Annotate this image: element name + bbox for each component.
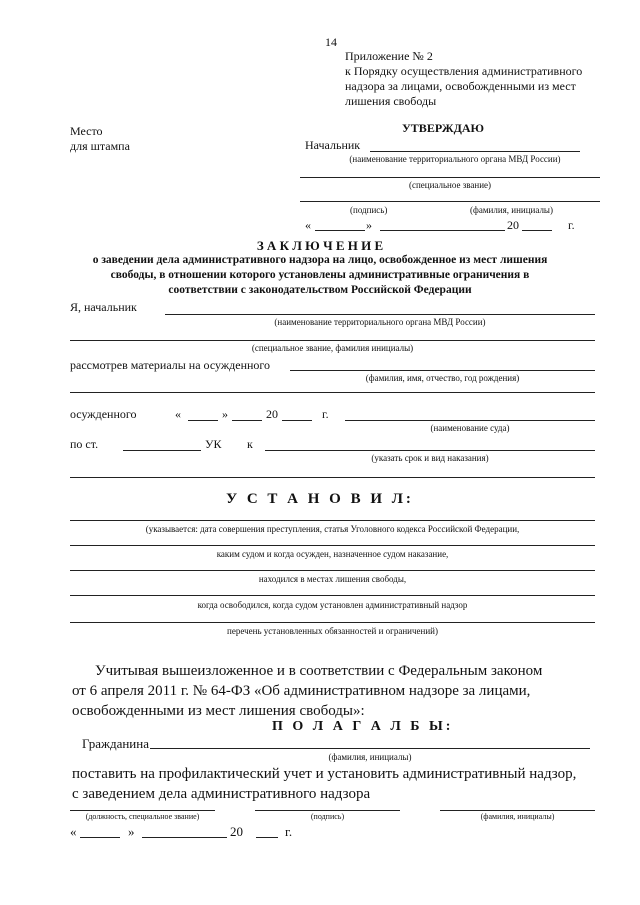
convicted-year: 20 xyxy=(266,407,278,421)
term-line-2[interactable] xyxy=(70,477,595,478)
convicted-year-suffix: г. xyxy=(322,407,329,421)
convicted-month-line[interactable] xyxy=(232,420,262,421)
rank-name-line[interactable] xyxy=(70,340,595,341)
established-line-4[interactable] xyxy=(70,595,595,596)
i-chief-label: Я, начальник xyxy=(70,300,137,314)
established-line-1[interactable] xyxy=(70,520,595,521)
footer-sign-line[interactable] xyxy=(255,810,400,811)
document-title: З А К Л Ю Ч Е Н И Е xyxy=(256,238,384,253)
page-number: 14 xyxy=(325,35,337,49)
convicted-q-close: » xyxy=(222,407,228,421)
reviewed-label: рассмотрев материалы на осужденного xyxy=(70,358,271,372)
title-sub-3: соответствии с законодательством Российской Федерации xyxy=(168,284,472,296)
approve-year-line[interactable] xyxy=(522,230,552,231)
footer-hint-sign: (подпись) xyxy=(310,812,345,821)
stamp-label-1: Место xyxy=(70,124,103,138)
established-line-2[interactable] xyxy=(70,545,595,546)
appendix-line-4: лишения свободы xyxy=(345,94,437,108)
po-st-label: по ст. xyxy=(70,437,99,451)
hint-court: (наименование суда) xyxy=(430,423,510,433)
approve-month-line[interactable] xyxy=(380,230,505,231)
footer-q-close: » xyxy=(128,824,135,839)
title-sub-1: о заведении дела административного надзора на лицо, освобожденное из мест лишения xyxy=(92,254,548,266)
established-hint-2: каким судом и когда осужден, назначенное судом наказание, xyxy=(216,549,449,559)
footer-year-line[interactable] xyxy=(256,837,278,838)
approve-hint-sign: (подпись) xyxy=(350,205,388,215)
approve-hint-rank: (специальное звание) xyxy=(408,180,492,190)
established-title: У С Т А Н О В И Л: xyxy=(226,491,414,507)
established-line-3[interactable] xyxy=(70,570,595,571)
established-hint-3: находился в местах лишения свободы, xyxy=(258,574,407,584)
footer-month-line[interactable] xyxy=(142,837,227,838)
citizen-hint-name: (фамилия, инициалы) xyxy=(328,752,412,762)
org-line[interactable] xyxy=(165,314,595,315)
footer-hint-position: (должность, специальное звание) xyxy=(85,812,200,821)
fio-line-2[interactable] xyxy=(70,392,595,393)
established-hint-4: когда освободился, когда судом установлен административный надзор xyxy=(197,600,468,610)
footer-name-line[interactable] xyxy=(440,810,595,811)
hint-term: (указать срок и вид наказания) xyxy=(371,453,489,463)
approve-year: 20 xyxy=(507,218,519,232)
approve-chief-label: Начальник xyxy=(305,138,361,152)
footer-q-open: « xyxy=(70,824,77,839)
appendix-line-2: к Порядку осуществления административного xyxy=(345,64,583,78)
approve-date-close: » xyxy=(366,218,372,232)
approve-day-line[interactable] xyxy=(315,230,365,231)
appendix-line-3: надзора за лицами, освобожденными из мест xyxy=(345,79,576,93)
hint-fio: (фамилия, имя, отчество, год рождения) xyxy=(365,373,520,383)
established-hint-1: (указывается: дата совершения преступления, статья Уголовного кодекса Российской Федерации, xyxy=(145,524,520,534)
approve-rank-line[interactable] xyxy=(300,201,600,202)
decision-p1: Учитывая вышеизложенное и в соответствии с Федеральным законом xyxy=(95,663,543,679)
footer-position-line[interactable] xyxy=(70,810,215,811)
decision-p2: от 6 апреля 2011 г. № 64-ФЗ «Об административном надзоре за лицами, xyxy=(72,683,531,699)
decision-p5: с заведением дела административного надзора xyxy=(72,786,371,802)
decision-title: П О Л А Г А Л Б Ы: xyxy=(272,719,454,734)
uk-label: УК xyxy=(205,437,222,451)
convicted-q-open: « xyxy=(175,407,181,421)
approve-hint-name: (фамилия, инициалы) xyxy=(470,205,553,215)
convicted-label: осужденного xyxy=(70,407,137,421)
k-label: к xyxy=(247,437,253,451)
established-hint-5: перечень установленных обязанностей и ограничений) xyxy=(227,626,438,636)
decision-p4: поставить на профилактический учет и установить административный надзор, xyxy=(72,766,577,782)
approve-hint-org: (наименование территориального органа МВД России) xyxy=(349,154,561,164)
footer-year-suffix: г. xyxy=(285,824,293,839)
approve-chief-line[interactable] xyxy=(370,151,580,152)
convicted-year-line[interactable] xyxy=(282,420,312,421)
approve-org-line[interactable] xyxy=(300,177,600,178)
footer-hint-name: (фамилия, инициалы) xyxy=(480,812,555,821)
stamp-label-2: для штампа xyxy=(70,139,130,153)
article-line[interactable] xyxy=(123,450,201,451)
established-line-5[interactable] xyxy=(70,622,595,623)
approve-year-suffix: г. xyxy=(568,218,575,232)
hint-org: (наименование территориального органа МВД России) xyxy=(274,317,486,327)
approve-date-open: « xyxy=(305,218,311,232)
citizen-label: Гражданина xyxy=(82,736,149,751)
term-line[interactable] xyxy=(265,450,595,451)
approve-title: УТВЕРЖДАЮ xyxy=(402,121,485,135)
footer-day-line[interactable] xyxy=(80,837,120,838)
citizen-line[interactable] xyxy=(150,748,590,749)
footer-year: 20 xyxy=(230,824,243,839)
fio-line[interactable] xyxy=(290,370,595,371)
title-sub-2: свободы, в отношении которого установлены административные ограничения в xyxy=(110,269,530,281)
decision-p3: освобожденными из мест лишения свободы»: xyxy=(72,703,365,719)
hint-rank-name: (специальное звание, фамилия инициалы) xyxy=(251,343,414,353)
convicted-day-line[interactable] xyxy=(188,420,218,421)
court-line[interactable] xyxy=(345,420,595,421)
appendix-line-1: Приложение № 2 xyxy=(345,49,433,63)
